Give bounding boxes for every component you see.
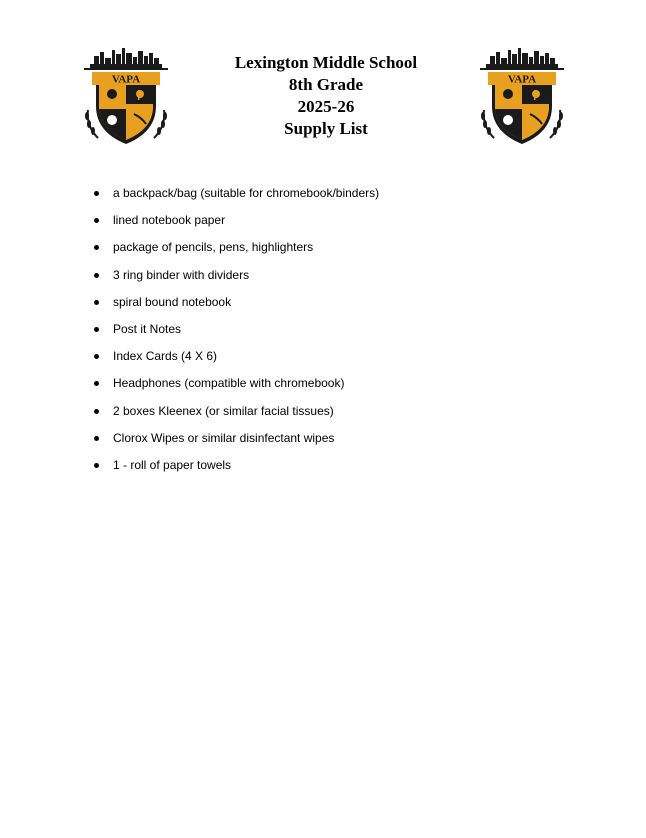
list-item <box>90 180 379 207</box>
vapa-crest-icon <box>476 48 568 148</box>
bullet-icon <box>94 273 99 278</box>
list-item <box>90 425 379 452</box>
list-item <box>90 234 379 261</box>
school-year: 2025-26 <box>297 97 355 116</box>
bullet-icon <box>94 327 99 332</box>
list-item <box>90 316 379 343</box>
vapa-logo-right <box>476 48 568 148</box>
bullet-icon <box>94 409 99 414</box>
list-item-text: 1 - roll of paper towels <box>113 457 232 472</box>
supply-list <box>90 180 379 479</box>
logo-text: VAPA <box>507 73 537 86</box>
logo-text: VAPA <box>111 73 141 86</box>
bullet-icon <box>94 463 99 468</box>
list-item <box>90 370 379 397</box>
list-item <box>90 262 379 289</box>
list-item-text: a backpack/bag (suitable for chromebook/binders) <box>113 186 380 200</box>
list-item-text: 3 ring binder with dividers <box>113 267 250 282</box>
school-name: Lexington Middle School <box>234 53 418 72</box>
list-item-text: spiral bound notebook <box>113 294 232 309</box>
bullet-icon <box>94 300 99 305</box>
list-item <box>90 289 379 316</box>
list-item-text: package of pencils, pens, highlighters <box>113 240 314 255</box>
bullet-icon <box>94 381 99 386</box>
bullet-icon <box>94 245 99 250</box>
document-title: Supply List <box>284 119 368 138</box>
grade-level: 8th Grade <box>288 75 364 94</box>
bullet-icon <box>94 436 99 441</box>
list-item-text: Clorox Wipes or similar disinfectant wipes <box>113 430 335 445</box>
list-item <box>90 207 379 234</box>
bullet-icon <box>94 354 99 359</box>
bullet-icon <box>94 218 99 223</box>
list-item <box>90 398 379 425</box>
list-item-text: Index Cards (4 X 6) <box>113 349 218 364</box>
list-item-text: Post it Notes <box>113 321 182 336</box>
list-item <box>90 343 379 370</box>
list-item-text: 2 boxes Kleenex (or similar facial tissues) <box>113 403 334 418</box>
bullet-icon <box>94 191 99 196</box>
list-item-text: Headphones (compatible with chromebook) <box>113 376 345 391</box>
list-item <box>90 452 379 479</box>
list-item-text: lined notebook paper <box>113 213 226 228</box>
